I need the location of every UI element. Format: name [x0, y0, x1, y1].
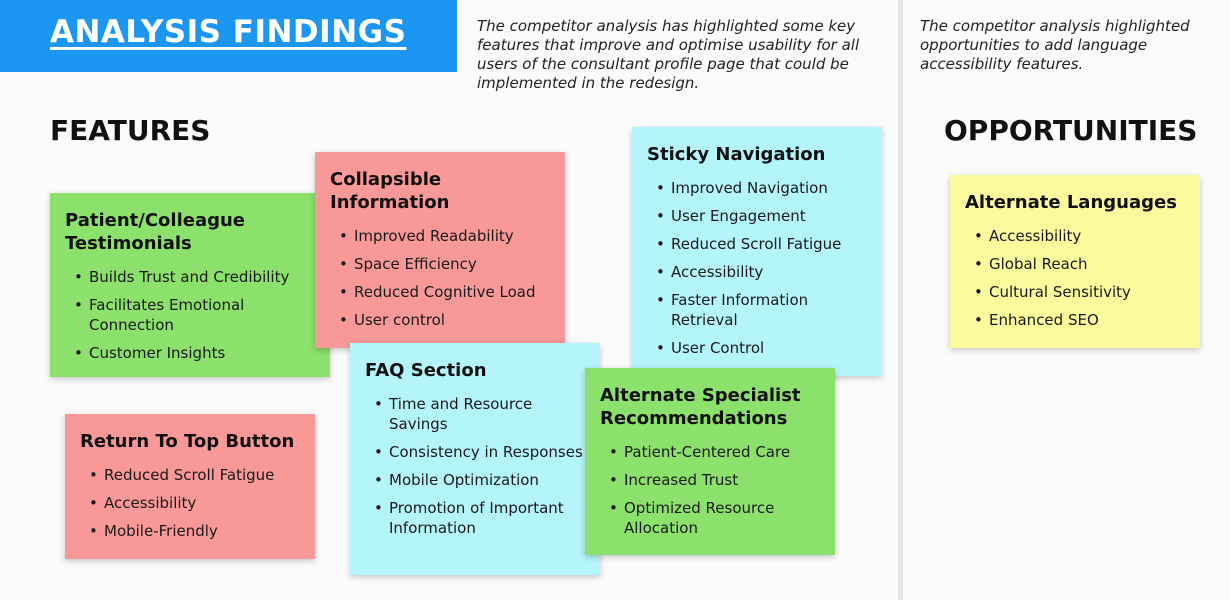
list-item: • Enhanced SEO: [974, 311, 1099, 329]
note-faq-section: [350, 343, 600, 575]
note-title: Collapsible Information: [330, 169, 450, 213]
note-testimonials: [50, 193, 330, 377]
note-collapsible-information: [315, 152, 565, 348]
note-list: [80, 465, 301, 541]
note-list: [965, 226, 1186, 330]
list-item: • Accessibility: [656, 263, 764, 281]
note-title: Patient/Colleague Testimonials: [65, 210, 246, 254]
list-item: • Improved Readability: [339, 227, 514, 245]
list-item: • Space Efficiency: [339, 255, 477, 273]
list-item: • Builds Trust and Credibility: [74, 268, 290, 286]
note-alternate-specialist: [585, 368, 835, 555]
list-item: • User control: [339, 311, 445, 329]
list-item: • User Control: [656, 339, 765, 357]
list-item: • Consistency in Responses: [374, 443, 583, 461]
list-item: • Reduced Cognitive Load: [339, 283, 536, 301]
column-divider: [898, 0, 903, 600]
list-item: • Facilitates Emotional Connection: [74, 296, 245, 334]
note-list: [647, 178, 868, 358]
opportunities-intro-text: The competitor analysis highlighted opportunities to add language accessibility features.: [920, 17, 1190, 73]
note-list: [600, 442, 821, 538]
list-item: • Time and Resource Savings: [374, 395, 533, 433]
note-title: Alternate Specialist Recommendations: [600, 385, 801, 429]
note-sticky-navigation: [632, 127, 882, 376]
list-item: • Mobile Optimization: [374, 471, 539, 489]
note-title: Return To Top Button: [80, 431, 295, 452]
list-item: • Promotion of Important Information: [374, 499, 564, 537]
list-item: • Reduced Scroll Fatigue: [89, 466, 275, 484]
list-item: • Customer Insights: [74, 344, 226, 362]
note-alternate-languages: [950, 175, 1200, 348]
list-item: • Cultural Sensitivity: [974, 283, 1131, 301]
list-item: • Mobile-Friendly: [89, 522, 218, 540]
list-item: • Accessibility: [974, 227, 1082, 245]
page-title: ANALYSIS FINDINGS: [50, 14, 407, 50]
list-item: • Patient-Centered Care: [609, 443, 791, 461]
opportunities-heading: OPPORTUNITIES: [944, 114, 1198, 147]
list-item: • Accessibility: [89, 494, 197, 512]
note-list: [65, 267, 316, 363]
features-intro-text: The competitor analysis has highlighted some key features that improve and optimise usability for all users of the consultant profile page that could be implemented in the redesign.: [477, 17, 860, 92]
features-heading: FEATURES: [50, 114, 211, 147]
title-banner: [0, 0, 457, 72]
list-item: • User Engagement: [656, 207, 806, 225]
list-item: • Increased Trust: [609, 471, 739, 489]
note-list: [365, 394, 586, 538]
note-title: Sticky Navigation: [647, 144, 826, 165]
list-item: • Improved Navigation: [656, 179, 828, 197]
note-title: Alternate Languages: [965, 192, 1177, 213]
note-title: FAQ Section: [365, 360, 487, 381]
note-return-to-top: [65, 414, 315, 559]
list-item: • Global Reach: [974, 255, 1088, 273]
note-list: [330, 226, 551, 330]
list-item: • Optimized Resource Allocation: [609, 499, 775, 537]
list-item: • Faster Information Retrieval: [656, 291, 809, 329]
list-item: • Reduced Scroll Fatigue: [656, 235, 842, 253]
